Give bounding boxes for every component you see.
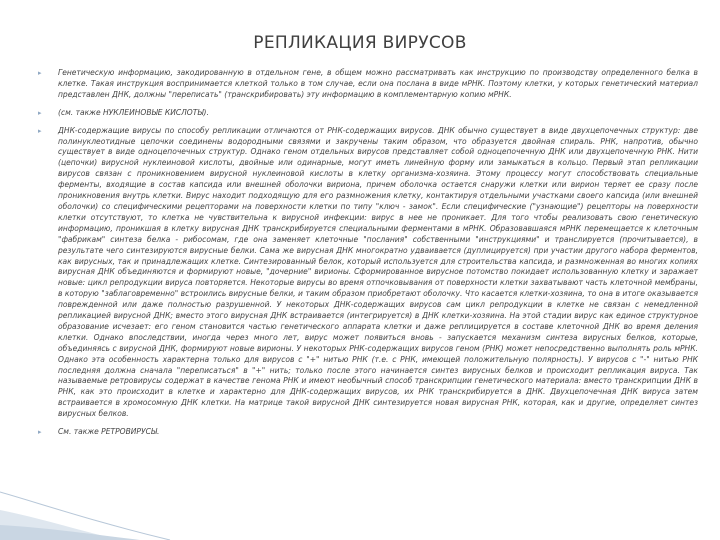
bullet-marker-icon: ▸ xyxy=(38,108,42,117)
bullet-text: Генетическую информацию, закодированную в отдельном гене, в общем можно рассматривать как инструкцию по производству определенного белка в клетке. Такая инструкция воспринимается клеткой только в том случае, если она послана в виде мРНК. Поэтому клетки, у которых генетический материал представлен ДНК, должны "переписать" (транскрибировать) эту информацию в комплементарную копию мРНК. xyxy=(58,68,698,99)
bullet-item xyxy=(38,427,698,438)
slide-title: РЕПЛИКАЦИЯ ВИРУСОВ xyxy=(253,33,467,53)
bullet-item xyxy=(38,126,698,420)
bullet-list xyxy=(38,68,698,445)
bullet-marker-icon: ▸ xyxy=(38,69,42,77)
bullet-marker-icon: ▸ xyxy=(38,428,42,437)
bullet-text: (см. также НУКЛЕИНОВЫЕ КИСЛОТЫ). xyxy=(58,107,209,117)
bullet-item xyxy=(38,108,698,119)
bullet-marker-icon: ▸ xyxy=(38,126,42,135)
bullet-text: ДНК-содержащие вирусы по способу репликации отличаются от РНК-содержащих вирусов. ДНК обычно существует в виде двухцепочечных структур: две полинуклеотидные цепочки соединены водородными связями и закручены таким образом, что образуется двойная спираль. РНК, напротив, обычно существует в виде одноцепочечных структур. Однако геном отдельных вирусов представляет собой одноцепочечную ДНК или двухцепочечную РНК. Нити (цепочки) вирусной нуклеиновой кислоты, двойные или одинарные, могут иметь линейную форму или замыкаться в кольцо. Первый этап репликации вирусов связан с проникновением вирусной нуклеиновой кислоты в клетку организма-хозяина. Этому процессу могут способствовать специальные ферменты, входящие в состав капсида или внешней оболочки вириона, причем оболочка остается снаружи клетки или вирион теряет ее сразу после проникновения внутрь клетки. Вирус находит подходящую для его размножения клетку, контактируя отдельными участками своего капсида (или внешней оболочки) со специфическими рецепторами на поверхности клетки по типу "ключ - замок". Если специфические ("узнающие") рецепторы на поверхности клетки отсутствуют, то клетка не чувствительна к вирусной инфекции: вирус в нее не проникает. Для того чтобы реализовать свою генетическую информацию, проникшая в клетку вирусная ДНК транскрибируется специальными ферментами в мРНК. Образовавшаяся мРНК перемещается к клеточным "фабрикам" синтеза белка - рибосомам, где она заменяет клеточные "послания" собственными "инструкциями" и транслируется (прочитывается), в результате чего синтезируются вирусные белки. Сама же вирусная ДНК многократно удваивается (дуплицируется) при участии другого набора ферментов, как вирусных, так и принадлежащих клетке. Синтезированный белок, который используется для строительства капсида, и размноженная во многих копиях вирусная ДНК объединяются и формируют новые, "дочерние" вирионы. Сформированное вирусное потомство покидает использованную клетку и заражает новые: цикл репродукции вируса повторяется. Некоторые вирусы во время отпочковывания от поверхности клетки захватывают часть клеточной мембраны, в которую "заблаговременно" встроились вирусные белки, и таким образом приобретают оболочку. Что касается клетки-хозяина, то она в итоге оказывается поврежденной или даже полностью разрушенной. У некоторых ДНК-содержащих вирусов сам цикл репродукции в клетке не связан с немедленной репликацией вирусной ДНК; вместо этого вирусная ДНК встраивается (интегрируется) в ДНК клетки-хозяина. На этой стадии вирус как единое структурное образование исчезает: его геном становится частью генетического аппарата клетки и даже реплицируется в составе клеточной ДНК во время деления клетки. Однако впоследствии, иногда через много лет, вирус может появиться вновь - запускается механизм синтеза вирусных белков, которые, объединяясь с вирусной ДНК, формируют новые вирионы. У некоторых РНК-содержащих вирусов геном (РНК) может непосредственно выполнять роль мРНК. Однако эта особенность характерна только для вирусов с "+" нитью РНК (т.е. с РНК, имеющей положительную полярность). У вирусов с "-" нитью РНК последняя должна сначала "переписаться" в "+" нить; только после этого начинается синтез вирусных белков и происходит репликация вируса. Так называемые ретровирусы содержат в качестве генома РНК и имеют необычный способ транскрипции генетического материала: вместо транскрипции ДНК в РНК, как это происходит в клетке и характерно для ДНК-содержащих вирусов, их РНК транскрибируется в ДНК. Двухцепочечная ДНК вируса затем встраивается в хромосомную ДНК клетки. На матрице такой вирусной ДНК синтезируется новая вирусная РНК, которая, как и другие, определяет синтез вирусных белков. xyxy=(58,125,698,419)
bullet-text: См. также РЕТРОВИРУСЫ. xyxy=(58,427,160,437)
bullet-item xyxy=(38,68,698,101)
decorative-waves-icon xyxy=(0,470,200,540)
